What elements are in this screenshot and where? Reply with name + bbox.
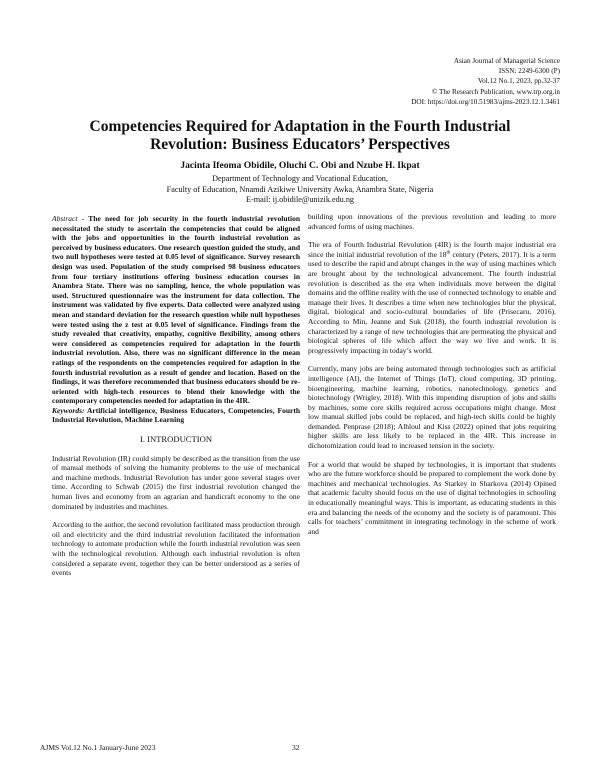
paper-title [40, 118, 560, 154]
journal-name: Asian Journal of Managerial Science [453, 57, 560, 65]
title-line-1: Competencies Required for Adaptation in the Fourth Industrial [89, 118, 511, 135]
section-heading: I. INTRODUCTION [139, 434, 213, 445]
4ir-text-b: century (Peters, 2017). It is a term used to describe the rapid and abrupt changes in the way of using machines which are brought about by the technological advancement. The fourth industrial revolution is described as the era when individuals move between the digital domains and the offline reality with the use of connected technology to enable and manage their lives. It describes a time when new technologies blur the physical, digital, biological and socio-cultural boundaries of life (Prisecaru, 2016). According to Min, Jeanne and Suk (2018), the fourth industrial revolution is characterized by a range of new technologies that are permeating the physical and biological spheres of life which affect the way we live and work. It is progressively impacting in today’s world. [308, 249, 556, 355]
superscript-th: th [446, 250, 451, 256]
keywords-text: Artificial intelligence, Business Educators, Competencies, Fourth Industrial Revolution, Machine Learning [52, 405, 300, 425]
page-number: 32 [292, 743, 300, 752]
doi[interactable]: DOI: https://doi.org/10.51983/ajms-2023.12.1.3461 [411, 97, 560, 106]
abstract-text: The need for job security in the fourth industrial revolution necessitated the study to ascertain the competencies that could be aligned with the jobs and opportunities in the fourth industrial revolution as perceived by business educators. One research question guided the study, and two null hypotheses were tested at 0.05 level of significance. Survey research design was used. Population of the study comprised 98 business educators from four tertiary institutions offering business education courses in Anambra State. There was no sampling, hence, the whole population was used. Structured questionnaire was the instrument for data collection. The instrument was validated by five experts. Data collected were analyzed using mean and standard deviation for the research question while null hypotheses were tested using the z test at 0.05 level of significance. Findings from the study revealed that creativity, empathy, cognitive flexibility, among others were considered as competencies required for adaptation in the fourth industrial revolution. Also, there was no significant difference in the mean ratings of the respondents on the competencies required for adaption in the fourth industrial revolution as a result of gender and location. Based on the findings, it was therefore recommended that business educators should be re-oriented with high-tech resources to blend their knowledge with the contemporary competencies needed for adaptation in the 4IR. [52, 214, 300, 406]
intro-paragraph-continued: building upon innovations of the previous revolution and leading to more advanced forms of using machines. [308, 212, 556, 231]
issn: ISSN: 2249-6300 (P) [498, 67, 560, 76]
intro-paragraph-4ir [308, 240, 556, 355]
intro-paragraph-automation: Currently, many jobs are being automated through technologies such as artificial intelligence (AI), the Internet of Things (IoT), cloud computing, 3D printing, bioengineering, machine learning, robotics, nanotechnology, genetics and biotechnology (Wrigley, 2018). With this impending disruption of jobs and skills by machines, some core skills required across occupations might change. Most low manual skilled jobs could be replaced, and high-tech skills could be highly demanded. Penprase (2018); Alhloul and Kiss (2022) opined that jobs requiring higher skills are less likely to be replaced in the 4IR. This increase in dichotomization could lead to increased tension in the society. [308, 364, 556, 451]
left-column [52, 214, 300, 578]
author-email[interactable]: E-mail: ij.obidile@unizik.edu.ng [245, 195, 355, 205]
keywords-label: Keywords: [52, 405, 85, 415]
right-column [308, 212, 556, 536]
affiliation-department: Department of Technology and Vocational Education, [212, 174, 388, 183]
journal-header [411, 56, 560, 107]
affiliation [40, 174, 560, 206]
authors: Jacinta Ifeoma Obidile, Oluchi C. Obi and Nzube H. Ikpat [180, 160, 420, 171]
4ir-text-a: The era of Fourth Industrial Revolution (4IR) is the fourth major industrial era since the initial industrial revolution of the 18 [308, 240, 556, 259]
publisher: © The Research Publication, www.trp.org.in [431, 87, 560, 96]
volume-info: Vol.12 No.1, 2023, pp.32-37 [477, 77, 560, 86]
keywords [52, 406, 300, 425]
affiliation-faculty: Faculty of Education, Nnamdi Azikiwe University Awka, Anambra State, Nigeria [166, 184, 434, 194]
intro-paragraph-workforce: For a world that would be shaped by technologies, it is important that students who are the future workforce should be prepared to complement the work done by machines and mechanical technologies. As Starkey in Sharkova (2014) Opined that academic faculty should focus on the use of digital technologies in schooling in educationally meaningful ways. This is important, as educating students in this era and balancing the needs of the economy and the society is of paramount. This calls for teachers’ commitment in integrating technology in the scheme of work and [308, 459, 556, 536]
footer-journal-issue: AJMS Vol.12 No.1 January-June 2023 [40, 743, 156, 752]
intro-paragraph-2: According to the author, the second revolution facilitated mass production through oil and electricity and the third industrial revolution facilitated the information technology to automate production while the fourth industrial revolution was seen with the technological revolution. Although each industrial revolution is often considered a separate event, together they can be better understood as a series of events [52, 520, 300, 578]
abstract-label: Abstract - [52, 214, 85, 223]
title-line-2: Revolution: Business Educators’ Perspectives [150, 136, 450, 153]
abstract [52, 214, 300, 406]
intro-paragraph-1: Industrial Revolution (IR) could simply be described as the transition from the use of manual methods of solving the humanity problems to the use of mechanical and machine methods. Industrial Revolution has under gone several stages over time. According to Schwab (2015) the first industrial revolution changed the human lives and economy from an agrarian and handicraft economy to the one dominated by industries and machines. [52, 453, 300, 511]
